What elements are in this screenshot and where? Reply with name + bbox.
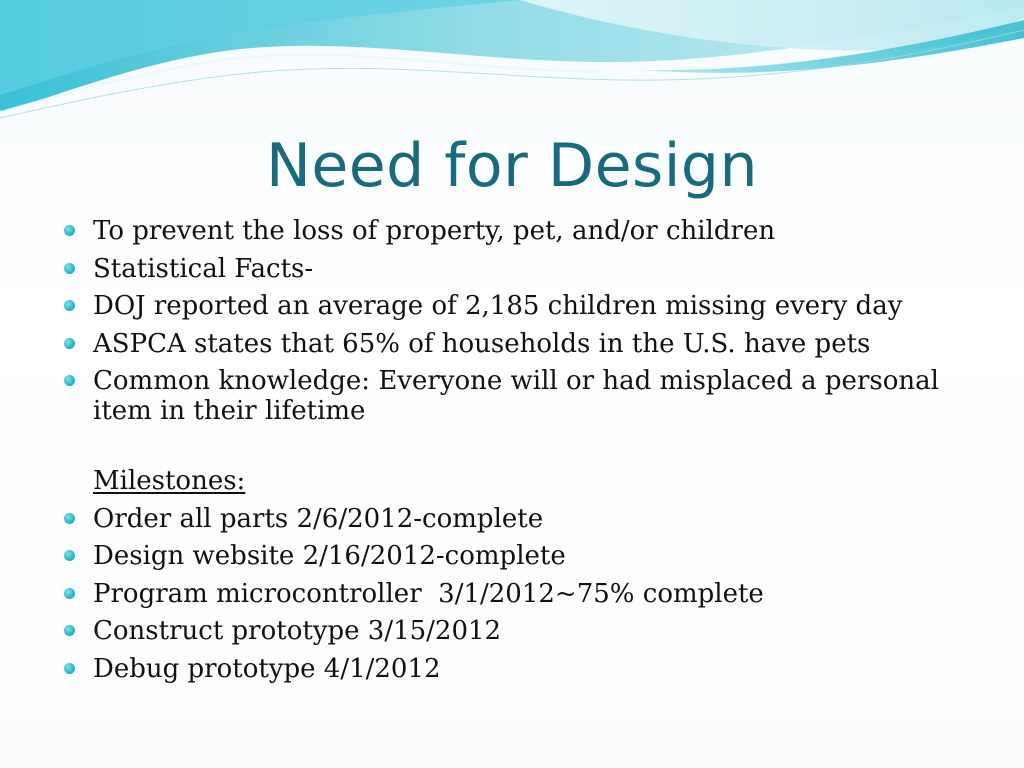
bullet-text: Common knowledge: Everyone will or had misplaced a personal item in their lifetime <box>93 366 939 426</box>
bullet-item <box>64 254 964 284</box>
bullet-text: Statistical Facts- <box>93 253 314 284</box>
milestone-item <box>64 541 964 571</box>
bullet-dot-icon <box>64 663 75 674</box>
bullet-dot-icon <box>64 225 75 236</box>
bullet-text: ASPCA states that 65% of households in the U.S. have pets <box>93 328 871 359</box>
milestones-heading-text: Milestones: <box>93 466 246 496</box>
bullet-item <box>64 366 964 426</box>
bullet-item <box>64 216 964 246</box>
milestones-heading <box>64 466 964 496</box>
bullet-dot-icon <box>64 338 75 349</box>
milestone-item <box>64 654 964 684</box>
slide-body <box>64 216 964 691</box>
bullet-dot-icon <box>64 550 75 561</box>
milestone-text: Debug prototype 4/1/2012 <box>93 653 441 684</box>
milestone-text: Order all parts 2/6/2012-complete <box>93 503 544 534</box>
milestone-item <box>64 616 964 646</box>
milestone-item <box>64 579 964 609</box>
milestone-text: Construct prototype 3/15/2012 <box>93 616 502 646</box>
slide-title: Need for Design <box>265 131 759 201</box>
decorative-wave-header <box>0 0 1024 130</box>
bullet-dot-icon <box>64 625 75 636</box>
milestone-text: Program microcontroller 3/1/2012~75% complete <box>93 578 764 609</box>
milestone-item <box>64 504 964 534</box>
bullet-dot-icon <box>64 513 75 524</box>
milestone-text: Design website 2/16/2012-complete <box>93 541 566 571</box>
bullet-dot-icon <box>64 588 75 599</box>
bullet-dot-icon <box>64 300 75 311</box>
bullet-text: To prevent the loss of property, pet, and/or children <box>93 216 776 246</box>
bullet-text: DOJ reported an average of 2,185 children missing every day <box>93 291 903 321</box>
bullet-item <box>64 291 964 321</box>
bullet-item <box>64 329 964 359</box>
bullet-dot-icon <box>64 375 75 386</box>
bullet-dot-icon <box>64 263 75 274</box>
